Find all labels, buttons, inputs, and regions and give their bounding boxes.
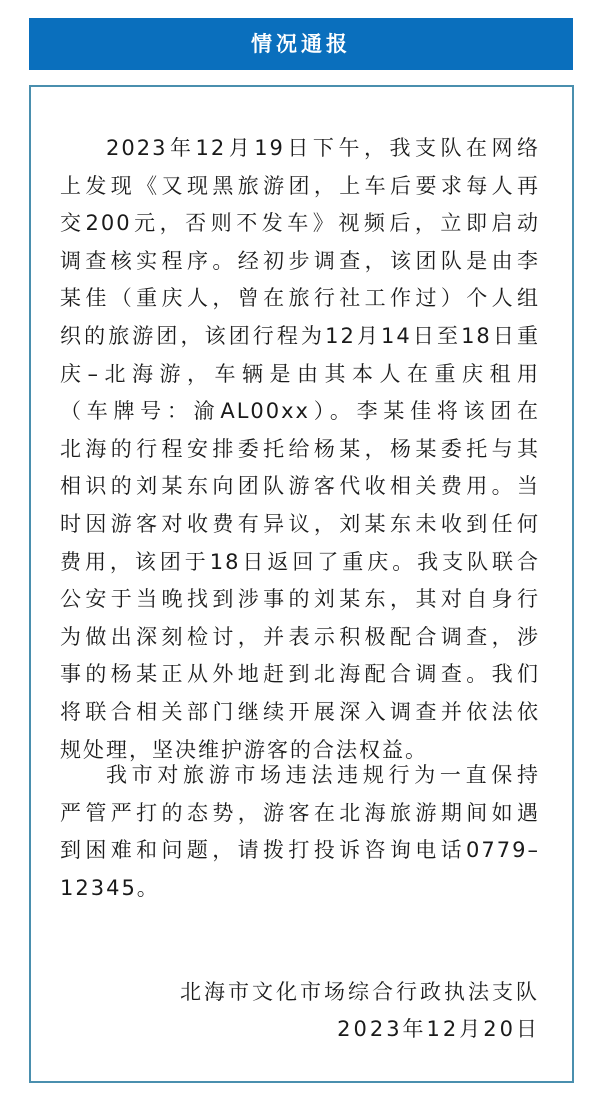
notice-title: 情况通报 [251,32,351,56]
text-line: 规处理，坚决维护游客的合法权益。 [60,737,428,762]
text-line: 公安于当晚找到涉事的刘某东，其对自身行 [60,587,540,612]
text-line: 12345。 [60,875,160,900]
paragraph-investigation [60,130,540,769]
text-line: 为做出深刻检讨，并表示积极配合调查，涉 [60,624,540,649]
text-line: 织的旅游团，该团行程为12月14日至18日重 [60,323,540,348]
text-line: 上发现《又现黑旅游团，上车后要求每人再 [60,173,540,198]
text-line: 庆–北海游，车辆是由其本人在重庆租用 [60,361,540,386]
text-line: 到困难和问题，请拨打投诉咨询电话0779– [60,838,540,863]
text-line: 2023年12月19日下午，我支队在网络 [106,136,540,160]
text-line: 时因游客对收费有异议，刘某东未收到任何 [60,511,540,536]
text-line: 交200元，否则不发车》视频后，立即启动 [60,211,540,236]
text-line: （车牌号：渝AL00xx）。李某佳将该团在 [60,399,540,424]
notice-title-banner [29,18,573,70]
text-line: 北海的行程安排委托给杨某，杨某委托与其 [60,436,540,461]
text-line: 相识的刘某东向团队游客代收相关费用。当 [60,474,540,499]
text-line: 将联合相关部门继续开展深入调查并依法依 [60,699,540,724]
issuing-organization: 北海市文化市场综合行政执法支队 [180,980,540,1004]
text-line: 严管严打的态势，游客在北海旅游期间如遇 [60,800,540,825]
text-line: 某佳（重庆人，曾在旅行社工作过）个人组 [60,286,540,311]
text-line: 我市对旅游市场违法违规行为一直保持 [106,763,540,787]
text-line: 事的杨某正从外地赶到北海配合调查。我们 [60,662,540,687]
text-line: 调查核实程序。经初步调查，该团队是由李 [60,248,540,273]
issue-date: 2023年12月20日 [337,1017,540,1041]
paragraph-hotline [60,757,540,907]
text-line: 费用，该团于18日返回了重庆。我支队联合 [60,549,540,574]
